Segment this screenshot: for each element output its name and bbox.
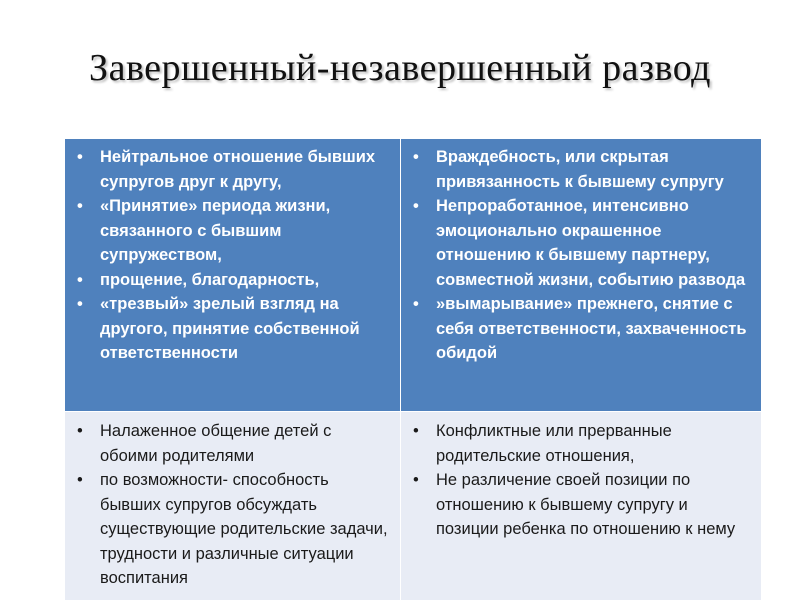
table-cell-header-right [401, 139, 761, 411]
table-cell-body-left [65, 412, 400, 600]
list-item: • Непроработанное, интенсивно эмоционально окрашенное отношению к бывшему партнеру, совместной жизни, событию развода [409, 194, 753, 292]
list-item: • прощение, благодарность, [73, 268, 392, 293]
list-item: • Враждебность, или скрытая привязанность к бывшему супругу [409, 145, 753, 194]
list-item: • Конфликтные или прерванные родительские отношения, [409, 419, 753, 468]
list-item: • »вымарывание» прежнего, снятие с себя ответственности, захваченность обидой [409, 292, 753, 366]
bullet-list [73, 145, 392, 366]
list-item: • Не различение своей позиции по отношению к бывшему супругу и позиции ребенка по отношению к нему [409, 468, 753, 542]
bullet-list [73, 419, 392, 591]
table-cell-header-left [65, 139, 400, 411]
comparison-table [65, 139, 761, 600]
bullet-list [409, 145, 753, 366]
slide-title: Завершенный-незавершенный развод [89, 47, 711, 89]
list-item: • Налаженное общение детей с обоими родителями [73, 419, 392, 468]
bullet-list [409, 419, 753, 542]
list-item: • по возможности- способность бывших супругов обсуждать существующие родительские задачи, трудности и различные ситуации воспитания [73, 468, 392, 591]
list-item: • «Принятие» периода жизни, связанного с бывшим супружеством, [73, 194, 392, 268]
list-item: • «трезвый» зрелый взгляд на другого, принятие собственной ответственности [73, 292, 392, 366]
table-cell-body-right [401, 412, 761, 600]
list-item: • Нейтральное отношение бывших супругов друг к другу, [73, 145, 392, 194]
